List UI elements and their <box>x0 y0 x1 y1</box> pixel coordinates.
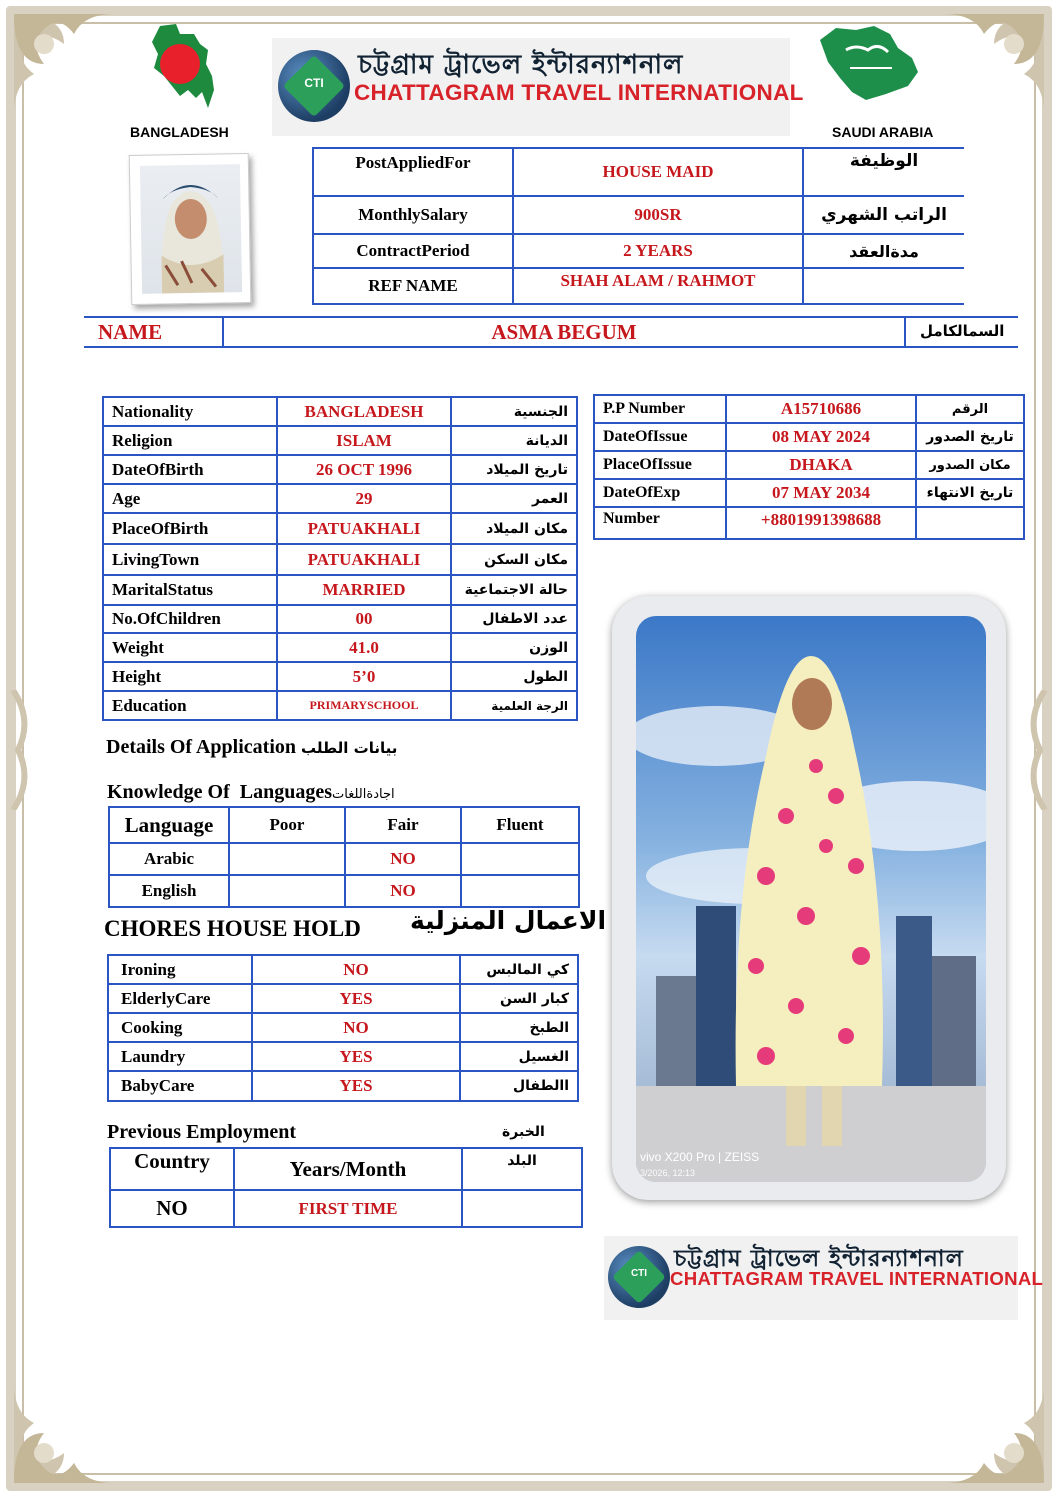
language-name: Arabic <box>109 843 229 875</box>
personal-row <box>103 455 577 484</box>
post-arabic: مدةالعقد <box>803 234 964 268</box>
details-heading-ar: بيانات الطلب <box>301 739 398 757</box>
language-fair: NO <box>345 843 461 875</box>
personal-label: DateOfBirth <box>103 455 277 484</box>
corner-ornament <box>4 4 124 124</box>
personal-value: MARRIED <box>277 575 451 605</box>
languages-header: Fluent <box>461 807 579 843</box>
language-name: English <box>109 875 229 907</box>
side-ornament <box>1020 690 1050 810</box>
logo-english-text: CHATTAGRAM TRAVEL INTERNATIONAL <box>670 1268 1044 1289</box>
chore-arabic: الطبخ <box>460 1013 578 1042</box>
personal-value: ISLAM <box>277 426 451 455</box>
chore-label: Cooking <box>108 1013 252 1042</box>
post-value: 900SR <box>513 196 803 234</box>
passport-arabic: تاريخ الصدور <box>916 423 1024 451</box>
post-label: REF NAME <box>313 268 513 304</box>
passport-value: +8801991398688 <box>726 507 916 539</box>
personal-arabic: تاريخ الميلاد <box>451 455 577 484</box>
languages-header: Language <box>109 807 229 843</box>
employment-header: Years/Month <box>234 1148 462 1190</box>
passport-row <box>594 507 1024 539</box>
photo-camera-watermark: vivo X200 Pro | ZEISS <box>640 1150 760 1164</box>
languages-heading-en: Knowledge Of Languages <box>107 781 333 803</box>
passport-value: 07 MAY 2034 <box>726 479 916 507</box>
employment-header: Country <box>110 1148 234 1190</box>
chore-arabic: كي المالبس <box>460 955 578 984</box>
chore-arabic: كبار السن <box>460 984 578 1013</box>
personal-label: No.OfChildren <box>103 605 277 633</box>
globe-logo-icon <box>608 1246 670 1308</box>
personal-label: Weight <box>103 633 277 662</box>
employment-country: NO <box>110 1190 234 1227</box>
employment-header-row <box>110 1148 582 1190</box>
personal-value: BANGLADESH <box>277 397 451 426</box>
personal-value: 5’0 <box>277 662 451 691</box>
personal-arabic: الجنسية <box>451 397 577 426</box>
employment-header: البلد <box>462 1148 582 1190</box>
employment-heading-en: Previous Employment <box>107 1121 297 1143</box>
logo-bengali-text: চট্টগ্রাম ট্রাভেল ইন্টারন্যাশনাল <box>674 1246 964 1272</box>
personal-value: 41.0 <box>277 633 451 662</box>
chores-table <box>107 954 579 1102</box>
side-ornament <box>8 690 38 810</box>
full-body-photo <box>612 596 1006 1200</box>
chores-heading-ar: الاعمال المنزلية <box>410 906 607 935</box>
personal-label: Nationality <box>103 397 277 426</box>
personal-value: 29 <box>277 484 451 513</box>
chores-row <box>108 955 578 984</box>
passport-value: 08 MAY 2024 <box>726 423 916 451</box>
chores-row <box>108 984 578 1013</box>
bangladesh-map-flag-icon <box>146 20 222 112</box>
passport-value: DHAKA <box>726 451 916 479</box>
personal-row <box>103 605 577 633</box>
post-value: 2 YEARS <box>513 234 803 268</box>
personal-label: Age <box>103 484 277 513</box>
post-row <box>313 268 964 304</box>
name-value: ASMA BEGUM <box>491 320 637 344</box>
globe-logo-icon <box>278 50 350 122</box>
post-arabic <box>803 268 964 304</box>
personal-value: 26 OCT 1996 <box>277 455 451 484</box>
photo-timestamp: 3/2026, 12:13 <box>640 1168 696 1178</box>
chore-label: Laundry <box>108 1042 252 1071</box>
company-logo-banner-bottom <box>604 1236 1044 1320</box>
saudi-map-flag-icon <box>816 20 922 104</box>
personal-info-table <box>102 396 578 721</box>
passport-label: DateOfExp <box>594 479 726 507</box>
personal-label: Religion <box>103 426 277 455</box>
personal-row <box>103 575 577 605</box>
post-row <box>313 148 964 196</box>
personal-value: PRIMARYSCHOOL <box>277 691 451 720</box>
languages-row <box>109 875 579 907</box>
passport-photo <box>129 153 252 305</box>
details-heading <box>106 736 397 759</box>
chore-value: YES <box>252 1042 460 1071</box>
passport-label: PlaceOfIssue <box>594 451 726 479</box>
personal-arabic: حالة الاجتماعية <box>451 575 577 605</box>
languages-row <box>109 843 579 875</box>
corner-ornament <box>934 1373 1054 1493</box>
employment-row <box>110 1190 582 1227</box>
languages-header: Poor <box>229 807 345 843</box>
languages-heading <box>107 781 395 804</box>
personal-label: Height <box>103 662 277 691</box>
logo-english-text: CHATTAGRAM TRAVEL INTERNATIONAL <box>354 80 804 105</box>
name-label: NAME <box>98 320 163 344</box>
personal-arabic: مكان الميلاد <box>451 513 577 544</box>
chores-row <box>108 1042 578 1071</box>
passport-label: P.P Number <box>594 395 726 423</box>
language-poor <box>229 875 345 907</box>
employment-extra <box>462 1190 582 1227</box>
chore-arabic: االطفال <box>460 1071 578 1101</box>
passport-arabic: تاريخ الانتهاء <box>916 479 1024 507</box>
person-portrait-icon <box>140 164 242 294</box>
passport-row <box>594 479 1024 507</box>
corner-ornament <box>4 1373 124 1493</box>
language-fluent <box>461 843 579 875</box>
passport-label: Number <box>594 507 726 539</box>
personal-arabic: الوزن <box>451 633 577 662</box>
passport-arabic: مكان الصدور <box>916 451 1024 479</box>
employment-years: FIRST TIME <box>234 1190 462 1227</box>
left-country-label: BANGLADESH <box>130 124 229 140</box>
personal-label: Education <box>103 691 277 720</box>
personal-row <box>103 397 577 426</box>
post-arabic: الوظيفة <box>803 148 964 196</box>
post-label: ContractPeriod <box>313 234 513 268</box>
passport-arabic <box>916 507 1024 539</box>
languages-heading-ar: اجادةاللغات <box>332 787 395 802</box>
passport-row <box>594 423 1024 451</box>
personal-row <box>103 484 577 513</box>
chore-label: BabyCare <box>108 1071 252 1101</box>
languages-header-row <box>109 807 579 843</box>
language-fair: NO <box>345 875 461 907</box>
chore-arabic: الغسيل <box>460 1042 578 1071</box>
personal-arabic: الرجة العلمية <box>451 691 577 720</box>
right-country-label: SAUDI ARABIA <box>832 124 934 140</box>
personal-row <box>103 513 577 544</box>
personal-row <box>103 544 577 575</box>
personal-arabic: الديانة <box>451 426 577 455</box>
personal-arabic: العمر <box>451 484 577 513</box>
company-logo-banner <box>272 38 804 136</box>
personal-label: PlaceOfBirth <box>103 513 277 544</box>
personal-value: 00 <box>277 605 451 633</box>
post-table <box>312 147 964 305</box>
chores-row <box>108 1013 578 1042</box>
chore-value: NO <box>252 955 460 984</box>
personal-label: LivingTown <box>103 544 277 575</box>
chores-heading-en: CHORES HOUSE HOLD <box>104 916 361 941</box>
chore-value: YES <box>252 984 460 1013</box>
post-value: HOUSE MAID <box>513 148 803 196</box>
name-arabic: السمالكامل <box>920 322 1005 340</box>
passport-value: A15710686 <box>726 395 916 423</box>
post-arabic: الراتب الشهري <box>803 196 964 234</box>
logo-bengali-text: চট্টগ্রাম ট্রাভেল ইন্টারন্যাশনাল <box>358 50 684 80</box>
passport-arabic: الرقم <box>916 395 1024 423</box>
personal-row <box>103 691 577 720</box>
personal-row <box>103 426 577 455</box>
personal-label: MaritalStatus <box>103 575 277 605</box>
employment-heading-ar: الخبرة <box>502 1124 545 1140</box>
person-full-body-icon <box>636 616 986 1182</box>
chore-label: ElderlyCare <box>108 984 252 1013</box>
personal-value: PATUAKHALI <box>277 513 451 544</box>
passport-label: DateOfIssue <box>594 423 726 451</box>
name-row <box>84 316 1018 348</box>
passport-row <box>594 451 1024 479</box>
language-poor <box>229 843 345 875</box>
languages-header: Fair <box>345 807 461 843</box>
personal-row <box>103 662 577 691</box>
post-value: SHAH ALAM / RAHMOT <box>513 268 803 304</box>
language-fluent <box>461 875 579 907</box>
chores-row <box>108 1071 578 1101</box>
personal-row <box>103 633 577 662</box>
personal-arabic: عدد الاطفال <box>451 605 577 633</box>
post-label: PostAppliedFor <box>313 148 513 196</box>
post-row <box>313 196 964 234</box>
corner-ornament <box>934 4 1054 124</box>
employment-table <box>109 1147 583 1228</box>
details-heading-en: Details Of Application <box>106 736 297 758</box>
personal-arabic: مكان السكن <box>451 544 577 575</box>
logo-mark: CTI <box>630 1268 648 1279</box>
passport-row <box>594 395 1024 423</box>
logo-mark: CTI <box>304 76 324 90</box>
chore-value: YES <box>252 1071 460 1101</box>
languages-table <box>108 806 580 908</box>
post-row <box>313 234 964 268</box>
personal-arabic: الطول <box>451 662 577 691</box>
personal-value: PATUAKHALI <box>277 544 451 575</box>
passport-table <box>593 394 1025 540</box>
chore-label: Ironing <box>108 955 252 984</box>
chore-value: NO <box>252 1013 460 1042</box>
post-label: MonthlySalary <box>313 196 513 234</box>
